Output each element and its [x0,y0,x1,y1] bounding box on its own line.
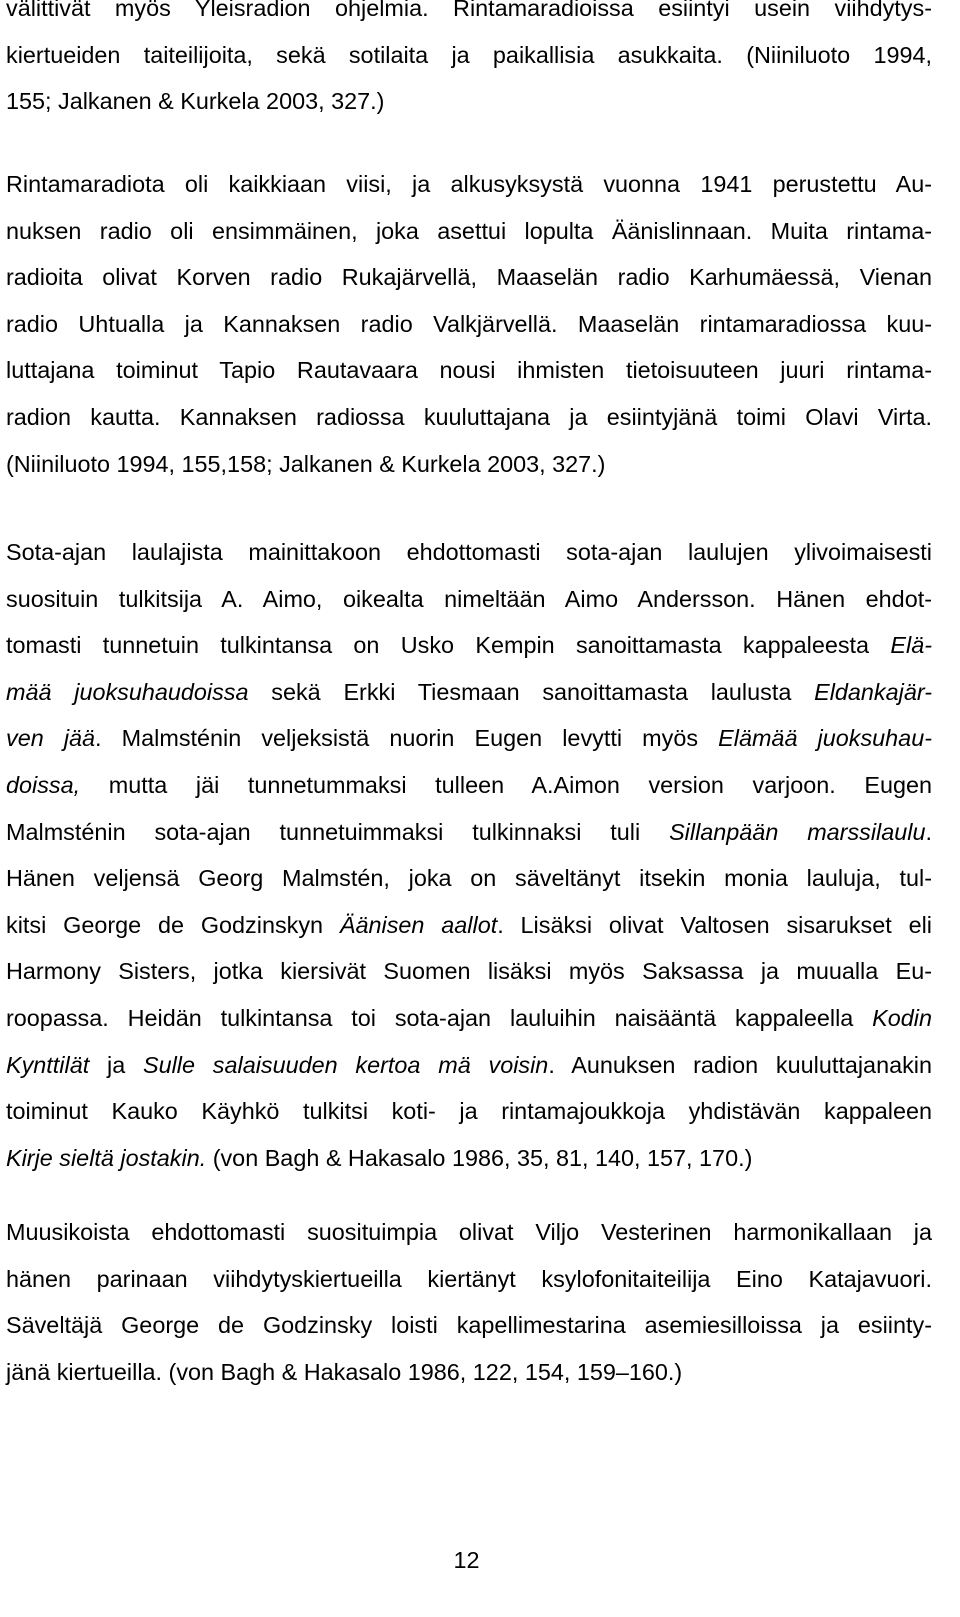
text-run: (Niiniluoto 1994, 155,158; Jalkanen & Kurkela 2003, 327.) [6,450,606,477]
italic-title: Eldankajär- [814,678,932,705]
text-line [6,394,932,441]
text-line [6,32,932,79]
italic-title: Äänisen aallot [339,911,498,938]
text-run: 155; Jalkanen & Kurkela 2003, 327.) [6,88,385,115]
text-line [6,78,932,125]
text-line [6,762,932,809]
text-run: Muusikoista ehdottomasti suosituimpia olivat Viljo Vesterinen harmonikallaan ja [6,1219,932,1245]
text-line [6,1042,932,1089]
text-run: toiminut Kauko Käyhkö tulkitsi koti- ja rintamajoukkoja yhdistävän kappaleen [6,1098,932,1125]
text-line [6,161,932,208]
italic-title: Sillanpään marssilaulu [669,818,926,845]
paragraph-front-radios [6,161,932,487]
text-line [6,995,932,1042]
paragraph-wartime-singers [6,529,932,1181]
text-run: tomasti tunnetuin tulkintansa on Usko Kempin sanoittamasta kappaleesta [6,632,891,659]
text-line [6,1302,932,1349]
italic-title: Kirje sieltä jostakin. [6,1144,207,1171]
text-run: Rintamaradiota oli kaikkiaan viisi, ja alkusyksystä vuonna 1941 perustettu Au- [6,171,932,197]
text-run: radioita olivat Korven radio Rukajärvellä, Maaselän radio Karhumäessä, Vienan [6,264,932,291]
italic-title: Elämää juoksuhau- [718,725,932,752]
text-run: roopassa. Heidän tulkintansa toi sota-ajan lauluihin naisääntä kappaleella [6,1004,873,1031]
text-run: välittivät myös Yleisradion ohjelmia. Rintamaradioissa esiintyi usein viihdytys- [6,0,932,21]
text-line [6,715,932,762]
text-run: nuksen radio oli ensimmäinen, joka asettui lopulta Äänislinnaan. Muita rintama- [6,217,932,244]
italic-title: mää juoksuhaudoissa [6,678,249,705]
text-line [6,1088,932,1135]
text-line [6,441,932,488]
text-line [6,669,932,716]
italic-title: Kodin [872,1004,932,1031]
text-line [6,1209,932,1256]
page-number: 12 [453,1547,480,1573]
italic-title: Elä- [890,632,932,659]
text-line [6,208,932,255]
text-run: . [925,818,932,845]
text-run: sekä Erkki Tiesmaan sanoittamasta laulusta [248,678,815,705]
paragraph-musicians [6,1209,932,1395]
text-run: Hänen veljensä Georg Malmstén, joka on säveltänyt itsekin monia lauluja, tul- [6,865,932,892]
text-line [6,0,932,32]
italic-title: Sulle salaisuuden kertoa mä voisin [143,1051,549,1078]
text-run: kiertueiden taiteilijoita, sekä sotilaita ja paikallisia asukkaita. (Niiniluoto 1994, [6,41,932,68]
text-run: . Aunuksen radion kuuluttajanakin [548,1051,932,1078]
text-run: . Malmsténin veljeksistä nuorin Eugen levytti myös [95,725,719,752]
text-line [6,529,932,576]
text-run: kitsi George de Godzinskyn [6,911,340,938]
text-line [6,809,932,856]
text-run: mutta jäi tunnetummaksi tulleen A.Aimon version varjoon. Eugen [80,771,932,798]
text-line [6,855,932,902]
text-line [6,1349,932,1396]
text-line [6,576,932,623]
text-run: Sota-ajan laulajista mainittakoon ehdottomasti sota-ajan laulujen ylivoimaisesti [6,539,932,565]
text-run: Harmony Sisters, jotka kiersivät Suomen lisäksi myös Saksassa ja muualla Eu- [6,958,932,985]
text-run: suosituin tulkitsija A. Aimo, oikealta nimeltään Aimo Andersson. Hänen ehdot- [6,585,932,612]
text-line [6,301,932,348]
text-run: Malmsténin sota-ajan tunnetuimmaksi tulkinnaksi tuli [6,818,670,845]
italic-title: Kynttilät [6,1051,90,1078]
text-line [6,902,932,949]
text-run: radio Uhtualla ja Kannaksen radio Valkjärvellä. Maaselän rintamaradiossa kuu- [6,310,932,337]
italic-title: ven jää [6,725,96,752]
text-run: hänen parinaan viihdytyskiertueilla kiertänyt ksylofonitaiteilija Eino Katajavuori. [6,1265,932,1292]
text-line [6,347,932,394]
text-run: . Lisäksi olivat Valtosen sisarukset eli [497,911,932,938]
paragraph-radio-programs [6,0,932,125]
text-run: ja [89,1051,143,1078]
text-line [6,1135,932,1182]
text-run: radion kautta. Kannaksen radiossa kuuluttajana ja esiintyjänä toimi Olavi Virta. [6,403,932,430]
text-line [6,254,932,301]
text-line [6,1256,932,1303]
text-run: (von Bagh & Hakasalo 1986, 35, 81, 140, 157, 170.) [206,1144,753,1171]
text-run: Säveltäjä George de Godzinsky loisti kapellimestarina asemiesilloissa ja esiinty- [6,1312,932,1339]
text-run: jänä kiertueilla. (von Bagh & Hakasalo 1986, 122, 154, 159–160.) [6,1358,683,1385]
text-line [6,948,932,995]
text-run: luttajana toiminut Tapio Rautavaara nousi ihmisten tietoisuuteen juuri rintama- [6,357,932,384]
italic-title: doissa, [6,771,81,798]
text-line [6,622,932,669]
